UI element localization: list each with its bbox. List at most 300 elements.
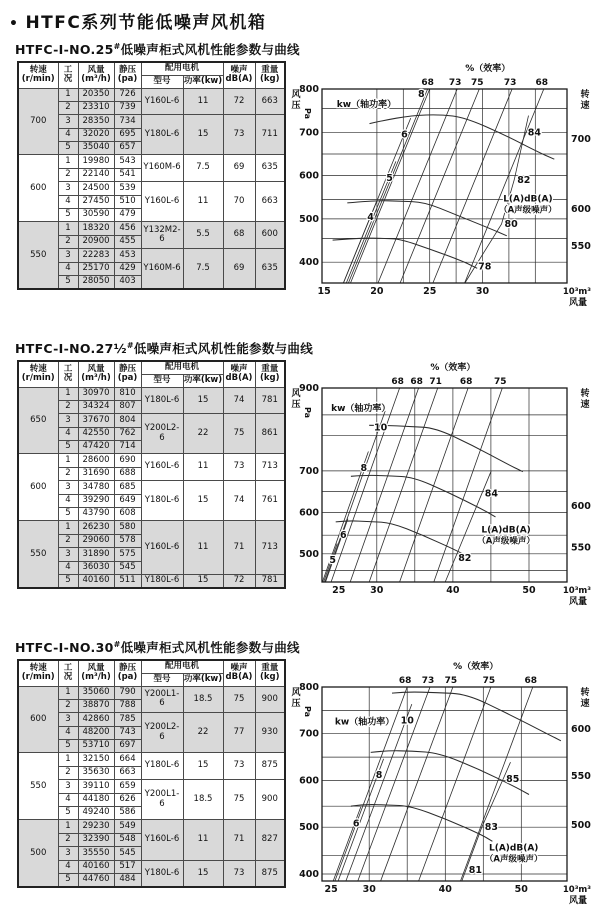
power-value: 10: [400, 715, 414, 727]
condition-cell: 2: [58, 400, 78, 413]
section-title-prefix: HTFC-Ⅰ-NO.30: [15, 640, 114, 655]
x-tick-label: 40: [446, 585, 460, 596]
model-cell: Y200L1-6: [141, 686, 183, 713]
condition-cell: 1: [58, 88, 78, 101]
efficiency-axis-label: %（效率）: [465, 64, 511, 74]
pressure-cell: 543: [114, 155, 141, 168]
flow-header: 风量 (m³/h): [78, 62, 114, 88]
x-tick-label: 50: [514, 884, 528, 895]
table-row: [18, 454, 285, 467]
condition-cell: 5: [58, 575, 78, 589]
y-axis-unit: Pa: [303, 706, 312, 718]
weight-cell: 861: [255, 414, 285, 454]
right-axis-label: 转: [580, 389, 590, 399]
section-title: [15, 339, 599, 357]
speed-cell: 550: [18, 222, 58, 289]
model-cell: Y160M-6: [141, 155, 183, 182]
model-header: 型号: [141, 673, 183, 686]
model-cell: Y180L-6: [141, 753, 183, 780]
x-tick-label: 15: [317, 286, 331, 297]
weight-cell: 711: [255, 115, 285, 155]
power-value: 6: [352, 818, 360, 830]
y-axis-label: 压: [291, 699, 301, 709]
efficiency-value: 68: [421, 78, 434, 88]
pressure-cell: 788: [114, 699, 141, 712]
pressure-cell: 790: [114, 686, 141, 699]
y-tick-label: 400: [299, 869, 319, 880]
noise-cell: 75: [223, 414, 255, 454]
x-tick-label: 30: [370, 585, 384, 596]
flow-cell: 44180: [78, 793, 114, 806]
spec-table: [17, 659, 286, 888]
pressure-cell: 659: [114, 780, 141, 793]
x-tick-label: 25: [324, 884, 338, 895]
model-cell: Y180L-6: [141, 860, 183, 887]
efficiency-value: 68: [398, 676, 412, 686]
flow-cell: 39290: [78, 494, 114, 507]
speed-curve: [369, 425, 523, 471]
right-axis-label: 转: [580, 688, 590, 698]
right-axis-label: 转: [580, 90, 590, 100]
pressure-cell: 688: [114, 467, 141, 480]
pressure-cell: 403: [114, 276, 141, 290]
noise-header: 噪声 dB(A): [223, 62, 255, 88]
pressure-cell: 649: [114, 494, 141, 507]
efficiency-value: 71: [429, 377, 442, 387]
motor-group-header: 配用电机: [141, 361, 223, 374]
noise-cell: 73: [223, 115, 255, 155]
flow-cell: 29060: [78, 534, 114, 547]
section-title-sup: #: [113, 639, 121, 649]
pressure-header: 静压 (pa): [114, 361, 141, 387]
x-axis-unit: 10³m³: [562, 885, 591, 895]
pressure-cell: 663: [114, 766, 141, 779]
condition-cell: 5: [58, 508, 78, 521]
pressure-cell: 739: [114, 101, 141, 114]
pressure-cell: 697: [114, 740, 141, 753]
noise-value: 85: [506, 774, 520, 786]
noise-cell: 74: [223, 387, 255, 414]
efficiency-line: [433, 89, 512, 283]
table-row: [18, 686, 285, 699]
y-tick-label: 500: [299, 822, 319, 834]
efficiency-value: 73: [421, 676, 435, 686]
pressure-cell: 578: [114, 534, 141, 547]
y-axis-unit: Pa: [303, 407, 312, 419]
spec-table: [17, 61, 286, 290]
right-axis-label: 速: [580, 699, 590, 709]
y-tick-label: 600: [299, 775, 319, 787]
pressure-cell: 626: [114, 793, 141, 806]
speed-cell: 600: [18, 155, 58, 222]
pressure-cell: 664: [114, 753, 141, 766]
x-axis-label: 风量: [568, 896, 587, 906]
performance-chart: [288, 358, 593, 608]
condition-cell: 1: [58, 454, 78, 467]
condition-cell: 2: [58, 101, 78, 114]
power-cell: 11: [183, 88, 223, 115]
power-cell: 7.5: [183, 155, 223, 182]
condition-cell: 5: [58, 807, 78, 820]
model-cell: Y200L2-6: [141, 713, 183, 753]
x-tick-label: 25: [332, 585, 346, 596]
section-body: [7, 61, 599, 313]
section-title-prefix: HTFC-Ⅰ-NO.27½: [15, 341, 127, 356]
speed-curve: [336, 521, 468, 557]
section-title: [15, 638, 599, 656]
flow-cell: 18320: [78, 222, 114, 235]
condition-cell: 3: [58, 182, 78, 195]
flow-cell: 19980: [78, 155, 114, 168]
pressure-cell: 453: [114, 249, 141, 262]
condition-cell: 4: [58, 195, 78, 208]
power-header: 功率(kw): [183, 75, 223, 88]
power-cell: 22: [183, 713, 223, 753]
speed-tick-label: 600: [571, 724, 591, 736]
section-title: [15, 40, 599, 58]
table-row: [18, 249, 285, 262]
y-tick-label: 900: [299, 383, 319, 394]
condition-cell: 5: [58, 441, 78, 454]
condition-cell: 4: [58, 262, 78, 275]
weight-cell: 635: [255, 249, 285, 290]
pressure-cell: 608: [114, 508, 141, 521]
table-row: [18, 414, 285, 427]
y-tick-label: 800: [299, 84, 319, 95]
model-cell: Y160L-6: [141, 88, 183, 115]
pressure-cell: 511: [114, 575, 141, 589]
table-row: [18, 387, 285, 400]
x-tick-label: 40: [438, 884, 452, 895]
pressure-cell: 586: [114, 807, 141, 820]
power-value: 10: [373, 422, 388, 434]
speed-tick-label: 550: [571, 770, 591, 782]
pressure-cell: 510: [114, 195, 141, 208]
speed-cell: 600: [18, 454, 58, 521]
weight-header: 重量 (kg): [255, 62, 285, 88]
y-axis-label: 压: [291, 101, 301, 111]
model-cell: Y200L2-6: [141, 414, 183, 454]
noise-axis-sublabel: （A声级噪声）: [484, 854, 543, 865]
flow-cell: 42860: [78, 713, 114, 726]
x-tick-label: 50: [522, 585, 536, 596]
y-tick-label: 500: [299, 213, 319, 225]
table-row: [18, 820, 285, 833]
model-cell: Y180L-6: [141, 387, 183, 414]
table-row: [18, 860, 285, 873]
speed-curve: [370, 115, 555, 159]
power-cell: 22: [183, 414, 223, 454]
table-wrap: [17, 360, 286, 589]
power-line: [326, 519, 348, 582]
speed-cell: 550: [18, 521, 58, 588]
efficiency-value: 73: [448, 78, 462, 88]
efficiency-axis-label: %（效率）: [453, 662, 499, 672]
efficiency-line: [381, 687, 453, 881]
flow-cell: 43790: [78, 508, 114, 521]
page-title: [9, 8, 599, 33]
y-axis-label: 风: [291, 90, 301, 100]
efficiency-value: 75: [494, 377, 507, 387]
flow-cell: 42550: [78, 427, 114, 440]
efficiency-line: [400, 89, 479, 283]
flow-cell: 22140: [78, 168, 114, 181]
noise-value: 81: [468, 865, 483, 877]
power-cell: 15: [183, 481, 223, 521]
flow-cell: 48200: [78, 726, 114, 739]
flow-cell: 30970: [78, 387, 114, 400]
flow-cell: 35040: [78, 142, 114, 155]
noise-cell: 71: [223, 521, 255, 575]
y-axis-label: 风: [291, 389, 301, 399]
power-value: 8: [360, 462, 368, 474]
condition-cell: 2: [58, 235, 78, 248]
noise-value: 80: [504, 219, 518, 231]
section-body: [7, 360, 599, 612]
noise-cell: 74: [223, 481, 255, 521]
weight-cell: 600: [255, 222, 285, 249]
speed-cell: 550: [18, 753, 58, 820]
pressure-cell: 580: [114, 521, 141, 534]
condition-cell: 3: [58, 780, 78, 793]
speed-cell: 600: [18, 686, 58, 753]
power-cell: 15: [183, 860, 223, 887]
condition-cell: 5: [58, 276, 78, 290]
pressure-cell: 545: [114, 847, 141, 860]
right-axis-label: 速: [580, 101, 590, 111]
pressure-cell: 695: [114, 128, 141, 141]
flow-cell: 32390: [78, 833, 114, 846]
model-cell: Y180L-6: [141, 575, 183, 589]
speed-tick-label: 500: [571, 819, 591, 831]
flow-cell: 35630: [78, 766, 114, 779]
condition-cell: 2: [58, 833, 78, 846]
pressure-cell: 785: [114, 713, 141, 726]
condition-cell: 3: [58, 548, 78, 561]
condition-cell: 2: [58, 467, 78, 480]
y-axis-label: 风: [291, 688, 301, 698]
section-title-rest: 低噪声柜式风机性能参数与曲线: [120, 640, 300, 655]
efficiency-line: [335, 687, 407, 881]
flow-cell: 35060: [78, 686, 114, 699]
section-title-sup: #: [126, 340, 134, 350]
section-title-sup: #: [113, 41, 121, 51]
table-row: [18, 115, 285, 128]
pressure-cell: 545: [114, 561, 141, 574]
table-row: [18, 481, 285, 494]
condition-cell: 1: [58, 686, 78, 699]
power-value: 5: [329, 554, 337, 566]
flow-cell: 31890: [78, 548, 114, 561]
noise-cell: 70: [223, 182, 255, 222]
efficiency-value: 68: [535, 78, 549, 88]
x-axis-label: 风量: [568, 597, 587, 607]
noise-cell: 68: [223, 222, 255, 249]
y-tick-label: 800: [299, 682, 319, 693]
condition-cell: 3: [58, 847, 78, 860]
condition-cell: 1: [58, 155, 78, 168]
noise-axis-label: L(A)dB(A): [481, 525, 531, 536]
noise-cell: 69: [223, 249, 255, 290]
power-axis-label: kw（轴功率）: [336, 100, 397, 111]
condition-cell: 4: [58, 128, 78, 141]
noise-cell: 75: [223, 686, 255, 713]
model-cell: Y180L-6: [141, 481, 183, 521]
noise-cell: 73: [223, 753, 255, 780]
weight-cell: 663: [255, 182, 285, 222]
efficiency-line: [350, 388, 418, 582]
condition-cell: 2: [58, 766, 78, 779]
model-cell: Y160M-6: [141, 249, 183, 290]
efficiency-axis-label: %（效率）: [430, 363, 476, 373]
pressure-cell: 734: [114, 115, 141, 128]
pressure-cell: 690: [114, 454, 141, 467]
speed-curve: [351, 475, 496, 517]
table-row: [18, 182, 285, 195]
flow-cell: 20350: [78, 88, 114, 101]
power-cell: 7.5: [183, 249, 223, 290]
model-cell: Y160L-6: [141, 521, 183, 575]
flow-cell: 47420: [78, 441, 114, 454]
noise-axis-label: L(A)dB(A): [488, 843, 539, 854]
weight-cell: 875: [255, 860, 285, 887]
noise-axis-sublabel: （A声级噪声）: [477, 536, 535, 547]
weight-cell: 663: [255, 88, 285, 115]
flow-cell: 30590: [78, 209, 114, 222]
y-tick-label: 600: [299, 507, 319, 519]
chart-wrap: [288, 358, 593, 612]
motor-group-header: 配用电机: [141, 62, 223, 75]
condition-cell: 2: [58, 534, 78, 547]
condition-cell: 4: [58, 494, 78, 507]
sections-container: [7, 40, 599, 911]
efficiency-value: 75: [482, 676, 496, 686]
flow-cell: 28050: [78, 276, 114, 290]
noise-cell: 77: [223, 713, 255, 753]
flow-cell: 44760: [78, 874, 114, 888]
power-cell: 15: [183, 753, 223, 780]
condition-header: 工 况: [58, 660, 78, 686]
noise-cell: 71: [223, 820, 255, 860]
curve-families: [333, 89, 555, 283]
condition-cell: 1: [58, 222, 78, 235]
flow-cell: 37670: [78, 414, 114, 427]
noise-header: 噪声 dB(A): [223, 361, 255, 387]
noise-cell: 73: [223, 454, 255, 481]
table-row: [18, 575, 285, 589]
efficiency-value: 68: [524, 676, 538, 686]
speed-tick-label: 550: [571, 240, 591, 252]
pressure-cell: 429: [114, 262, 141, 275]
performance-chart: [288, 657, 593, 907]
efficiency-line: [369, 388, 438, 582]
speed-cell: 700: [18, 88, 58, 155]
bullet-icon: •: [9, 16, 20, 32]
power-axis-label: kw（轴功率）: [331, 403, 391, 414]
efficiency-line: [331, 388, 400, 582]
pressure-cell: 455: [114, 235, 141, 248]
x-tick-label: 30: [475, 286, 490, 297]
x-axis-label: 风量: [568, 298, 587, 308]
speed-cell: 500: [18, 820, 58, 887]
power-cell: 15: [183, 387, 223, 414]
model-cell: Y160L-6: [141, 182, 183, 222]
x-tick-label: 25: [423, 286, 437, 297]
power-cell: 11: [183, 454, 223, 481]
speed-header: 转速 (r/min): [18, 361, 58, 387]
y-tick-label: 500: [299, 548, 319, 560]
model-header: 型号: [141, 75, 183, 88]
pressure-cell: 762: [114, 427, 141, 440]
performance-chart: [288, 59, 593, 309]
condition-cell: 1: [58, 820, 78, 833]
model-header: 型号: [141, 374, 183, 387]
section-title-prefix: HTFC-Ⅰ-NO.25: [15, 42, 114, 57]
power-value: 8: [375, 770, 383, 782]
y-tick-label: 400: [299, 257, 319, 269]
condition-cell: 4: [58, 793, 78, 806]
speed-tick-label: 600: [571, 501, 591, 513]
condition-cell: 3: [58, 713, 78, 726]
pressure-cell: 456: [114, 222, 141, 235]
speed-header: 转速 (r/min): [18, 62, 58, 88]
weight-cell: 781: [255, 575, 285, 589]
y-tick-label: 700: [299, 127, 319, 139]
pressure-cell: 541: [114, 168, 141, 181]
condition-cell: 1: [58, 387, 78, 400]
flow-cell: 23310: [78, 101, 114, 114]
condition-cell: 4: [58, 561, 78, 574]
condition-cell: 5: [58, 874, 78, 888]
flow-cell: 35550: [78, 847, 114, 860]
pressure-cell: 657: [114, 142, 141, 155]
flow-cell: 53710: [78, 740, 114, 753]
power-header: 功率(kw): [183, 374, 223, 387]
spec-table: [17, 360, 286, 589]
weight-header: 重量 (kg): [255, 361, 285, 387]
power-cell: 18.5: [183, 780, 223, 820]
power-cell: 5.5: [183, 222, 223, 249]
weight-cell: 713: [255, 454, 285, 481]
efficiency-value: 75: [444, 676, 458, 686]
speed-cell: 650: [18, 387, 58, 454]
speed-tick-label: 550: [571, 542, 591, 554]
efficiency-value: 68: [459, 377, 473, 387]
weight-cell: 875: [255, 753, 285, 780]
condition-cell: 4: [58, 860, 78, 873]
pressure-cell: 549: [114, 820, 141, 833]
flow-cell: 25170: [78, 262, 114, 275]
efficiency-value: 68: [391, 377, 404, 387]
power-cell: 18.5: [183, 686, 223, 713]
pressure-cell: 726: [114, 88, 141, 101]
noise-cell: 75: [223, 780, 255, 820]
table-row: [18, 521, 285, 534]
flow-cell: 22283: [78, 249, 114, 262]
condition-cell: 5: [58, 209, 78, 222]
flow-header: 风量 (m³/h): [78, 361, 114, 387]
weight-cell: 900: [255, 686, 285, 713]
pressure-cell: 575: [114, 548, 141, 561]
flow-cell: 49240: [78, 807, 114, 820]
power-value: 4: [367, 212, 374, 224]
flow-cell: 32020: [78, 128, 114, 141]
pressure-cell: 548: [114, 833, 141, 846]
y-tick-label: 700: [299, 465, 319, 477]
section: [7, 638, 599, 911]
noise-cell: 73: [223, 860, 255, 887]
pressure-cell: 804: [114, 414, 141, 427]
